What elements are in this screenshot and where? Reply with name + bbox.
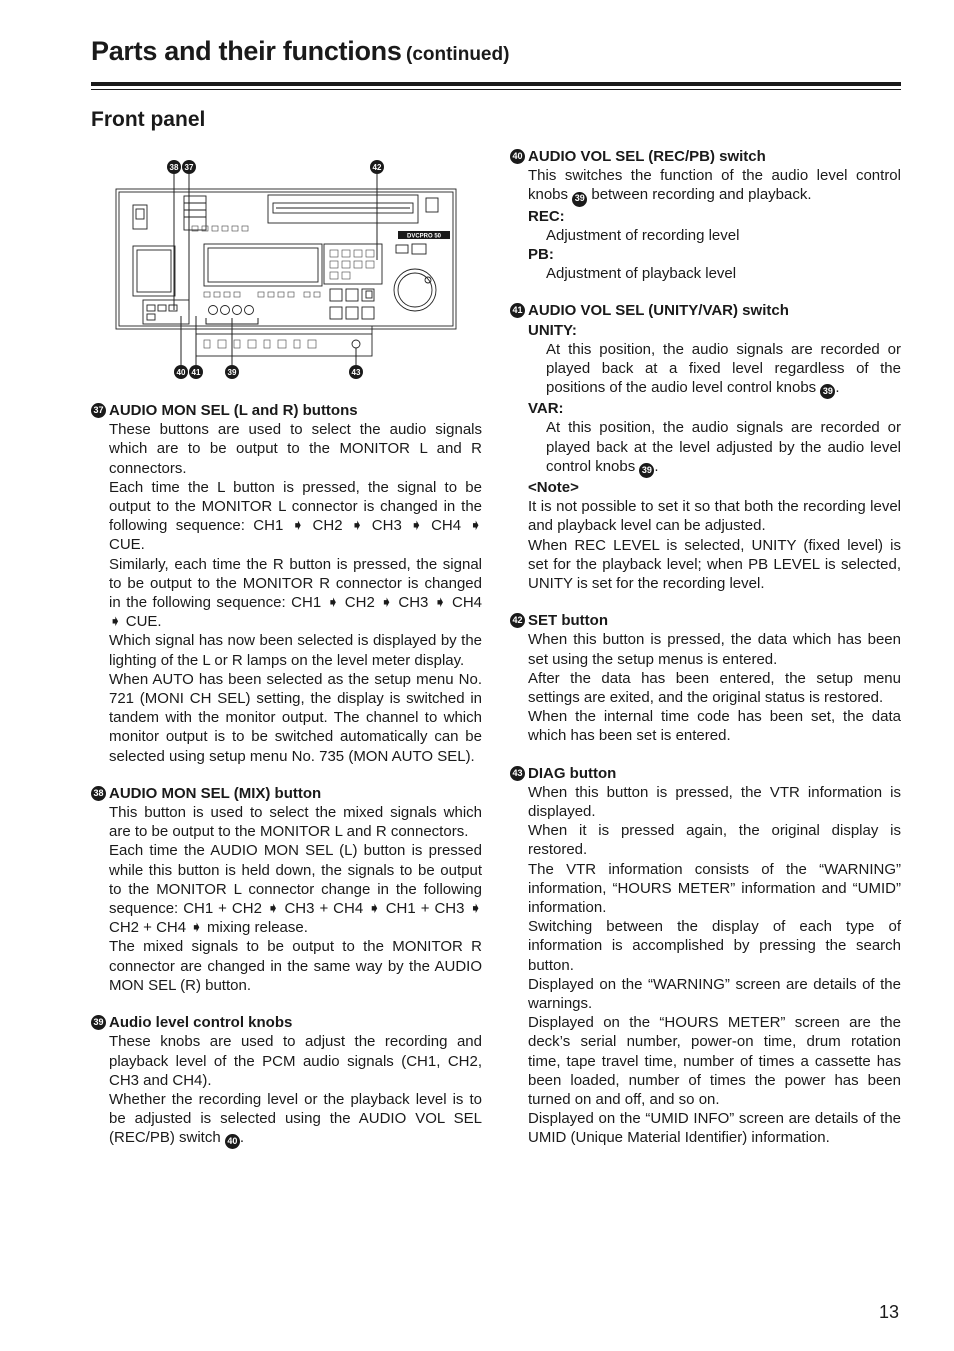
item-43-para-3: The VTR information consists of the “WARNING” information, “HOURS METER” information and “UMID” information. (528, 860, 901, 916)
item-37-para-5: When AUTO has been selected as the setup menu No. 721 (MONI CH SEL) setting, the display is switched in tandem with the monitor output. The channel to which monitor output is to be switched automatically can be selected using setup menu No. 735 (MON AUTO SEL). (109, 670, 482, 765)
item-43-title: DIAG button (528, 764, 617, 782)
callout-38 (167, 160, 181, 174)
svg-text:41: 41 (191, 368, 201, 377)
dvcpro-badge (398, 231, 450, 240)
item-42-para-2: After the data has been entered, the setup menu settings are exited, and the original status is restored. (528, 669, 901, 706)
item-37-para-2: Each time the L button is pressed, the signal to be output to the MONITOR L connector is changed in the following sequence: CH1 ➧ CH2 ➧ CH3 ➧ CH4 ➧ CUE. (109, 478, 482, 554)
item-37-para-1: These buttons are used to select the audio signals which are to be output to the MONITOR L and R connectors. (109, 421, 482, 477)
item-37-title: AUDIO MON SEL (L and R) buttons (109, 402, 358, 419)
number-43-badge: 43 (510, 766, 525, 781)
item-40 (510, 147, 901, 283)
item-42-heading (510, 611, 901, 630)
unity-label: UNITY: (528, 321, 577, 339)
item-37-para-3: Similarly, each time the R button is pressed, the signal to be output to the MONITOR R connector is changed in the following sequence: CH1 ➧ CH2 ➧ CH3 ➧ CH4 ➧ CUE. (109, 555, 482, 631)
page-header (91, 36, 509, 67)
header-rule-thick (91, 82, 901, 86)
number-41-badge: 41 (510, 303, 525, 318)
note-para-1: It is not possible to set it so that both the recording level and playback level can be adjusted. (528, 498, 901, 535)
var-text-body: At this position, the audio signals are recorded or played back at the level adjusted by the audio level control knobs (546, 419, 901, 475)
number-42-badge: 42 (510, 613, 525, 628)
item-39-heading (91, 1013, 482, 1032)
unity-text: At this position, the audio signals are recorded or played back at a fixed level regardless of the positions of the audio level control knobs 39 . (528, 340, 901, 400)
item-40-heading (510, 147, 901, 166)
item-43 (510, 764, 901, 1148)
ref-39-badge: 39 (639, 463, 654, 478)
item-38-para-3: The mixed signals to be output to the MONITOR R connector are changed in the same way by the AUDIO MON SEL (R) button. (109, 938, 482, 994)
svg-text:42: 42 (372, 163, 382, 172)
item-37 (91, 401, 482, 766)
item-43-para-4: Switching between the display of each type of information is accomplished by pressing the search button. (528, 918, 901, 974)
number-40-badge: 40 (510, 149, 525, 164)
section-title: Front panel (91, 108, 206, 131)
item-42-para-1: When this button is pressed, the data which has been set using the setup menus is entered. (528, 631, 901, 668)
header-rule-thin (91, 89, 901, 90)
page-title: Parts and their functions (91, 36, 402, 66)
page-title-continued: (continued) (406, 44, 510, 65)
item-43-para-2: When it is pressed again, the original display is restored. (528, 822, 901, 859)
callout-37 (182, 160, 196, 174)
var-text: At this position, the audio signals are recorded or played back at the level adjusted by the audio level control knobs 39 . (528, 418, 901, 478)
item-38-para-1: This button is used to select the mixed signals which are to be output to the MONITOR L and R connectors. (109, 804, 482, 841)
item-38-heading (91, 784, 482, 803)
vtr-deck-outline (116, 189, 456, 356)
pb-text: Adjustment of playback level (546, 265, 737, 283)
number-39-badge: 39 (91, 1015, 106, 1030)
item-41-heading (510, 301, 901, 320)
left-column (91, 401, 482, 1167)
item-43-heading (510, 764, 901, 783)
svg-text:39: 39 (227, 368, 237, 377)
item-39 (91, 1013, 482, 1149)
callout-39 (225, 365, 239, 379)
right-column (510, 147, 901, 1166)
page-number: 13 (879, 1302, 900, 1322)
item-39-para-2 (109, 1090, 482, 1150)
var-label: VAR: (528, 400, 564, 418)
rec-label: REC: (528, 207, 565, 225)
svg-text:40: 40 (176, 368, 186, 377)
svg-text:37: 37 (184, 163, 194, 172)
pb-label: PB: (528, 245, 554, 263)
item-41-title: AUDIO VOL SEL (UNITY/VAR) switch (528, 302, 789, 320)
item-39-para-2-text: Whether the recording level or the playback level is to be adjusted is selected using the AUDIO VOL SEL (REC/PB) switch (109, 1090, 482, 1147)
item-38-para-2: Each time the AUDIO MON SEL (L) button is pressed while this button is held down, the signals to be output to the MONITOR L connector change in the following sequence: CH1 + CH2 ➧ CH3 + CH4 ➧ CH1 + CH3 ➧ CH2 + CH4 ➧ mixing release. (109, 842, 482, 937)
unity-text-body: At this position, the audio signals are recorded or played back at a fixed level regardless of the positions of the audio level control knobs (546, 340, 901, 397)
item-38-title: AUDIO MON SEL (MIX) button (109, 784, 322, 802)
ref-39-badge: 39 (820, 384, 835, 399)
item-43-para-1: When this button is pressed, the VTR information is displayed. (528, 783, 901, 820)
item-39-para-2-end: . (239, 1129, 245, 1147)
callout-41 (189, 365, 203, 379)
item-42-para-3: When the internal time code has been set, the data which has been set is entered. (528, 708, 901, 745)
item-40-para-1-text: This switches the function of the audio level control knobs (528, 167, 901, 204)
svg-text:43: 43 (351, 368, 361, 377)
item-42 (510, 611, 901, 745)
item-43-para-7: Displayed on the “UMID INFO” screen are details of the UMID (Unique Material Identifier) information. (528, 1110, 901, 1147)
number-37-badge: 37 (91, 403, 106, 418)
number-38-badge: 38 (91, 786, 106, 801)
item-39-title: Audio level control knobs (109, 1014, 293, 1032)
item-37-heading (91, 401, 482, 420)
item-43-para-6: Displayed on the “HOURS METER” screen are the deck’s serial number, power-on time, drum rotation time, tape travel time, number of times a cassette has been loaded, number of times the power has been turned on and off, and so on. (528, 1014, 901, 1109)
svg-text:38: 38 (169, 163, 179, 172)
item-42-title: SET button (528, 612, 608, 630)
ref-39-badge: 39 (572, 192, 587, 207)
callout-43 (349, 365, 363, 379)
rec-text: Adjustment of recording level (546, 226, 740, 244)
front-panel-diagram (108, 148, 468, 388)
item-38 (91, 784, 482, 995)
callout-40 (174, 365, 188, 379)
item-40-para-1-end: between recording and playback. (591, 186, 812, 204)
item-39-para-1: These knobs are used to adjust the recording and playback level of the PCM audio signals (CH1, CH2, CH3 and CH4). (109, 1033, 482, 1089)
item-40-title: AUDIO VOL SEL (REC/PB) switch (528, 148, 766, 165)
svg-text:DVCPRO 50: DVCPRO 50 (406, 233, 442, 240)
item-43-para-5: Displayed on the “WARNING” screen are details of the warnings. (528, 975, 901, 1012)
item-41 (510, 301, 901, 593)
ref-40-badge: 40 (225, 1134, 240, 1149)
note-label: <Note> (528, 478, 579, 496)
note-para-2: When REC LEVEL is selected, UNITY (fixed level) is set for the playback level; when PB LEVEL is selected, UNITY is set for the recording level. (528, 536, 901, 592)
callout-42 (370, 160, 384, 174)
item-37-para-4: Which signal has now been selected is displayed by the lighting of the L or R lamps on the level meter display. (109, 632, 482, 669)
item-40-para-1 (528, 166, 901, 206)
